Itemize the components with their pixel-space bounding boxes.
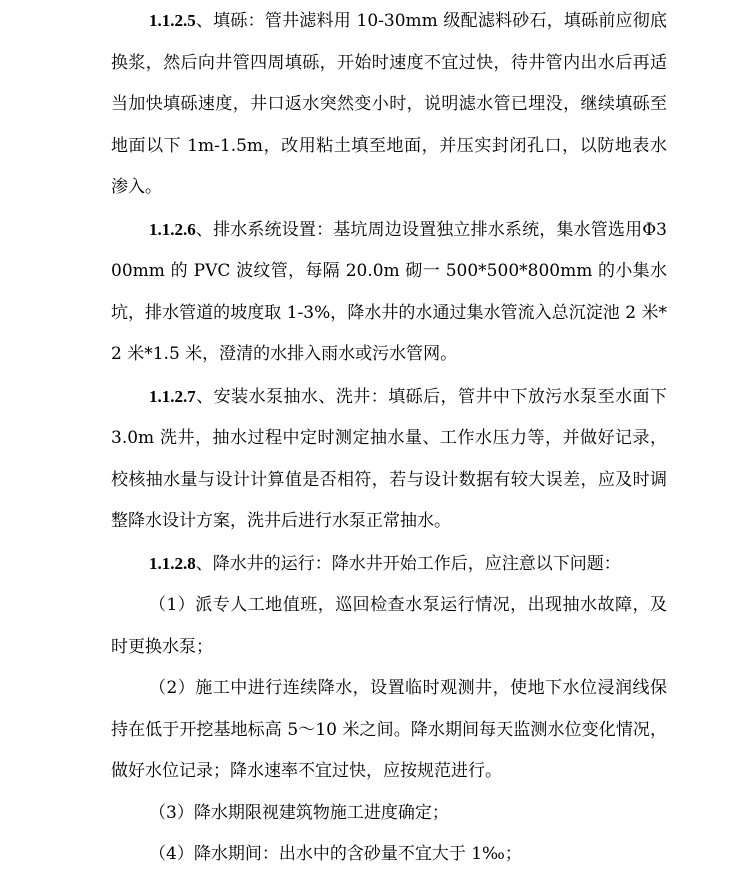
section-number: 1.1.2.8 [149,553,196,573]
section-number: 1.1.2.5 [149,11,196,30]
list-item-2: （2）施工中进行连续降水，设置临时观测井，使地下水位浸润线保持在低于开挖基地标高 5～10 米之间。降水期间每天监测水位变化情况，做好水位记录；降水速率不宜过快，应按规范进行。 [111,678,667,781]
list-item-1: （1）派专人工地值班，巡回检查水泵运行情况，出现抽水故障，及时更换水泵； [111,595,667,657]
list-item-4: （4）降水期间：出水中的含砂量不宜大于 1‰； [149,844,522,864]
section-1-1-2-5 [111,0,667,209]
section-1-1-2-7 [111,376,667,543]
section-text: 、降水井的运行：降水井开始工作后，应注意以下问题： [195,553,621,574]
section-1-1-2-6 [111,209,667,376]
section-number: 1.1.2.7 [149,386,196,406]
section-1-1-2-8 [111,543,667,586]
section-text: 、填砾：管井滤料用 10-30mm 级配滤料砂石，填砾前应彻底换浆，然后向井管四周填砾，开始时速度不宜过快，待井管内出水后再适当加快填砾速度，井口返水突然变小时，说明滤水管已埋没，继续填砾至地面以下 1m-1.5m，改用粘土填至地面，并压实封闭孔口，以防地表水渗入。 [111,11,667,197]
section-number: 1.1.2.6 [149,219,196,239]
section-text: 、排水系统设置：基坑周边设置独立排水系统，集水管选用Φ300mm 的 PVC 波纹管，每隔 20.0m 砌一 500*500*800mm 的小集水坑，排水管道的坡度取 1-3%，降水井的水通过集水管流入总沉淀池 2 米*2 米*1.5 米，澄清的水排入雨水或污水管网。 [111,219,667,364]
section-text: 、安装水泵抽水、洗井：填砾后，管井中下放污水泵至水面下 3.0m 洗井，抽水过程中定时测定抽水量、工作水压力等，并做好记录，校核抽水量与设计计算值是否相符，若与设计数据有较大误差，应及时调整降水设计方案，洗井后进行水泵正常抽水。 [111,386,667,531]
document-page [111,0,667,876]
list-item-3: （3）降水期限视建筑物施工进度确定； [149,802,449,823]
